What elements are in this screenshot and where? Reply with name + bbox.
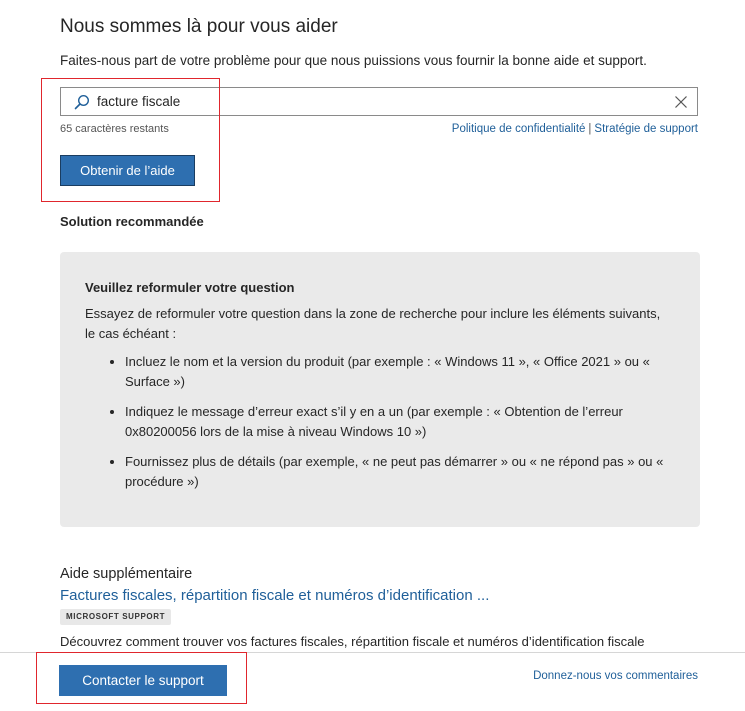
search-value[interactable]: facture fiscale	[97, 94, 181, 109]
support-strategy-link[interactable]: Stratégie de support	[594, 123, 698, 135]
link-separator: |	[588, 123, 592, 135]
additional-help-title: Aide supplémentaire	[60, 566, 193, 582]
search-highlight-box	[41, 78, 220, 202]
recommended-solution-label: Solution recommandée	[60, 214, 204, 229]
source-badge: MICROSOFT SUPPORT	[60, 609, 171, 625]
contact-highlight-box	[36, 652, 247, 704]
page-intro: Faites-nous part de votre problème pour que nous puissions vous fournir la bonne aide et support.	[60, 53, 647, 68]
get-help-button[interactable]: Obtenir de l’aide	[60, 155, 195, 186]
feedback-link[interactable]: Donnez-nous vos commentaires	[533, 670, 698, 682]
card-intro: Essayez de reformuler votre question dans la zone de recherche pour inclure les éléments suivants, le cas échéant :	[85, 306, 661, 341]
characters-remaining: 65 caractères restants	[60, 123, 169, 135]
close-icon[interactable]	[673, 94, 689, 110]
article-link[interactable]: Factures fiscales, répartition fiscale et numéros d’identification ...	[60, 587, 490, 604]
list-item: • Fournissez plus de détails (par exemple, « ne peut pas démarrer » ou « ne répond pas » ou « procédure »)	[125, 452, 685, 492]
list-item: • Indiquez le message d’erreur exact s’il y en a un (par exemple : « Obtention de l’erreur 0x80200056 lors de la mise à niveau Windows 10 »)	[125, 402, 685, 442]
page-title: Nous sommes là pour vous aider	[60, 16, 338, 37]
article-description: Découvrez comment trouver vos factures fiscales, répartition fiscale et numéros d’identification fiscale	[60, 634, 645, 649]
contact-support-button[interactable]: Contacter le support	[59, 665, 227, 696]
policy-links	[452, 123, 698, 135]
card-title: Veuillez reformuler votre question	[85, 280, 295, 295]
privacy-policy-link[interactable]: Politique de confidentialité	[451, 123, 586, 135]
tips-list	[85, 352, 685, 502]
list-item: • Incluez le nom et la version du produit (par exemple : « Windows 11 », « Office 2021 » ou « Surface »)	[125, 352, 685, 392]
recommendation-card	[60, 252, 700, 527]
